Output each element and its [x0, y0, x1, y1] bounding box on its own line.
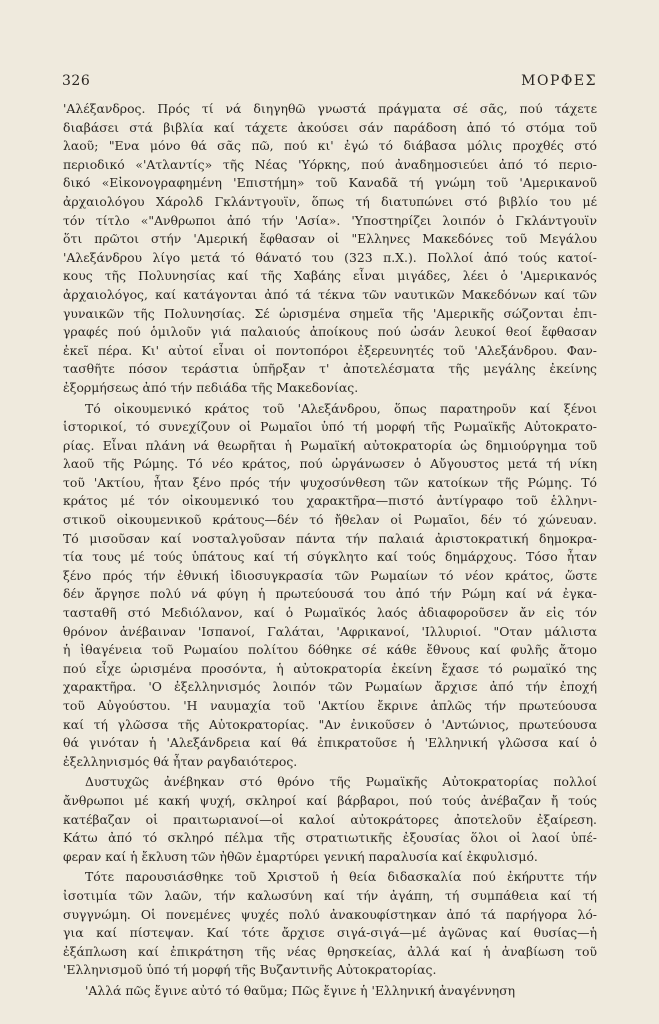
text-line: ἱστορικοί, τό συνεχίζουν οἱ Ρωμαῖοι ὑπό τή μορφή τῆς Ρωμαϊκῆς Αὐτοκρατο-: [63, 419, 597, 435]
text-line: Κάτω ἀπό τό σκληρό πέλμα τῆς στρατιωτικῆς ἐξουσίας ὅλοι οἱ λαοί ὑπέ-: [63, 830, 597, 846]
text-line: λαοῦ; "Ενα μόνο θά σᾶς πῶ, πού κι' ἐγώ τό διάβασα μόλις προχθές στό: [63, 138, 597, 154]
text-line: δικό «Εἰκονογραφημένη 'Επιστήμη» τοῦ Καναδᾶ τή γνώμη τοῦ 'Αμερικανοῦ: [63, 175, 597, 191]
text-line: στικοῦ οἰκουμενικοῦ κράτους—δέν τό ἤθελαν οἱ Ρωμαῖοι, δέν τό χώνευαν.: [63, 512, 597, 528]
text-line: πού εἶχε ὡρισμένα προσόντα, ἡ αὐτοκρατορία ἐκείνη ἔχασε τό ρωμαϊκό της: [63, 660, 597, 676]
text-line: κράτος μέ τόν οἰκουμενικό του χαρακτῆρα—πιστό ἀντίγραφο τοῦ ἑλληνι-: [63, 493, 597, 509]
text-line: 'Αλλά πῶς ἔγινε αὐτό τό θαῦμα; Πῶς ἔγινε ἡ 'Ελληνική ἀναγέννηση: [85, 982, 516, 998]
text-line: Τό οἰκουμενικό κράτος τοῦ 'Αλεξάνδρου, ὅπως παρατηροῦν καί ξένοι: [85, 400, 597, 416]
paragraph: [63, 868, 597, 980]
paragraph: [63, 100, 597, 398]
text-line: γυναικῶν τῆς Πολυνησίας. Σέ ὡρισμένα σημεῖα τῆς 'Αμερικῆς σώζονται ἐπι-: [63, 305, 597, 321]
text-line: 'Ελληνισμοῦ ὑπό τή μορφή τῆς Βυζαντινῆς Αὐτοκρατορίας.: [63, 962, 437, 978]
text-line: περιοδικό «'Ατλαντίς» τῆς Νέας 'Υόρκης, πού ἀναδημοσιεύει ἀπό τό περιο-: [63, 156, 597, 172]
text-line: ἐξορμήσεως ἀπό τήν πεδιάδα τῆς Μακεδονίας.: [63, 379, 359, 395]
text-line: γραφές πού ὁμιλοῦν γιά παλαιούς ἀποίκους πού ὡσάν λευκοί θεοί ἔφθασαν: [63, 324, 597, 340]
paragraph: [63, 400, 597, 772]
text-line: ἰσοτιμία τῶν λαῶν, τήν καλωσύνη καί τήν ἀγάπη, τή συμπάθεια καί τή: [63, 887, 597, 903]
text-line: κους τῆς Πολυνησίας καί τῆς Χαβάης εἶναι μιγάδες, λέει ὁ 'Αμερικανός: [63, 268, 597, 284]
text-line: ἡ ἰθαγένεια τοῦ Ρωμαίου πολίτου δόθηκε σέ κάθε ἔθνους καί φυλῆς ἄτομο: [63, 642, 597, 658]
text-line: ξένο πρός τήν ἐθνική ἰδιοσυγκρασία τῶν Ρωμαίων τό νέον κράτος, ὥστε: [63, 567, 597, 583]
text-line: χαρακτῆρα. 'Ο ἐξελληνισμός λοιπόν τῶν Ρωμαίων ἄρχισε ἀπό τήν ἐποχή: [63, 679, 597, 695]
text-line: κατέβαζαν οἱ πραιτωριανοί—οἱ καλοί αὐτοκράτορες ἀποτελοῦν ἐξαίρεση.: [63, 811, 597, 827]
running-title: ΜΟΡΦΕΣ: [521, 73, 597, 89]
text-line: ἐκεῖ πέρα. Κι' αὐτοί εἶναι οἱ ποντοπόροι ἐξερευνητές τοῦ 'Αλεξάνδρου. Φαν-: [63, 342, 597, 358]
text-line: τασταθῆ στό Μεδιόλανον, καί ὁ Ρωμαϊκός λαός ἀδιαφοροῦσεν ἄν εἰς τόν: [63, 605, 597, 621]
page-number: 326: [62, 73, 91, 89]
text-line: τόν τίτλο «"Ανθρωποι ἀπό τήν 'Ασία». 'Υποστηρίζει λοιπόν ὁ Γκλάντγουϊν: [63, 212, 597, 228]
text-line: ἐξάπλωση καί ἐπικράτηση τῆς νέας θρησκείας, ἀλλά καί ἡ ἀναβίωση τοῦ: [63, 943, 597, 959]
text-line: Δυστυχῶς ἀνέβηκαν στό θρόνο τῆς Ρωμαϊκῆς Αὐτοκρατορίας πολλοί: [85, 774, 597, 790]
text-line: καί τή γλῶσσα τῆς Αὐτοκρατορίας. "Αν ἐνικοῦσεν ὁ 'Αντώνιος, πρωτεύουσα: [63, 716, 597, 732]
text-line: ἐξελληνισμός θά ἦταν ραγδαιότερος.: [63, 753, 298, 769]
text-line: δέν ἄργησε πολύ νά φύγη ἡ πρωτεύουσά του ἀπό τήν Ρώμη καί νά ἐγκα-: [63, 586, 597, 602]
text-line: ρίας. Εἶναι πλάνη νά θεωρῆται ἡ Ρωμαϊκή αὐτοκρατορία ὡς δημιούργημα τοῦ: [63, 437, 597, 453]
text-line: τασθῆτε πόσον τεράστια ὑπῆρξαν τ' ἀποτελέσματα τῆς μεγάλης ἐκείνης: [63, 361, 597, 377]
text-line: τοῦ 'Ακτίου, ἦταν ξένο πρός τήν ψυχοσύνθεση τῶν κατοίκων τῆς Ρώμης. Τό: [63, 474, 597, 490]
page-header: [62, 73, 597, 93]
paragraph: [63, 982, 597, 1001]
text-line: Τό μισοῦσαν καί νοσταλγοῦσαν πάντα τήν παλαιά ἀριστοκρατική δημοκρα-: [63, 530, 597, 546]
text-line: για καί πίστεψαν. Καί τότε ἄρχισε σιγά-σιγά—μέ ἀγῶνας καί θυσίας—ἡ: [63, 925, 597, 941]
text-line: τοῦ Αὐγούστου. 'Η ναυμαχία τοῦ 'Ακτίου ἔκρινε ἁπλῶς τήν πρωτεύουσα: [63, 698, 597, 713]
text-line: 'Αλεξάνδρου λίγο μετά τό θάνατό του (323 π.Χ.). Πολλοί ἀπό τούς κατοί-: [63, 249, 597, 265]
text-line: Τότε παρουσιάσθηκε τοῦ Χριστοῦ ἡ θεία διδασκαλία πού ἐκήρυττε τήν: [85, 869, 597, 885]
text-line: ἄνθρωποι μέ κακή ψυχή, σκληροί καί βάρβαροι, πού τούς ἀνέβαζαν ἤ τούς: [63, 792, 597, 808]
text-line: συγγνώμη. Οἱ πονεμένες ψυχές πολύ ἀνακουφίστηκαν ἀπό τά παρήγορα λό-: [63, 906, 597, 922]
text-line: ὅτι πρῶτοι στήν 'Αμερική ἔφθασαν οἱ "Ελληνες Μακεδόνες τοῦ Μεγάλου: [63, 231, 597, 247]
text-line: διαβάσει στά βιβλία καί τάχετε ἀκούσει σάν παράδοση ἀπό τό στόμα τοῦ: [63, 119, 597, 135]
text-line: λαοῦ τῆς Ρώμης. Τό νέο κράτος, πού ὠργάνωσεν ὁ Αὔγουστος μετά τή νίκη: [63, 456, 597, 472]
text-line: ἀρχαιολόγος, καί κατάγονται ἀπό τά τέκνα τῶν ναυτικῶν Μακεδόνων καί τῶν: [63, 286, 597, 302]
body-text: [63, 100, 597, 1001]
text-line: ἀρχαιολόγου Χάρολδ Γκλάντγουϊν, ὅπως τή διατυπώνει στό βιβλίο του μέ: [63, 193, 597, 209]
text-line: θρόνον ἀνέβαιναν 'Ισπανοί, Γαλάται, 'Αφρικανοί, 'Ιλλυριοί. "Οταν μάλιστα: [63, 623, 597, 639]
text-line: θά γινόταν ἡ 'Αλεξάνδρεια καί θά ἐπικρατοῦσε ἡ 'Ελληνική γλῶσσα καί ὁ: [63, 735, 597, 751]
text-line: 'Αλέξανδρος. Πρός τί νά διηγηθῶ γνωστά πράγματα σέ σᾶς, πού τάχετε: [63, 101, 597, 116]
paragraph: [63, 773, 597, 866]
text-line: φεραν καί ἡ ἔκλυση τῶν ἠθῶν ἐμαρτύρει γενική παραλυσία καί ἐκφυλισμό.: [63, 848, 538, 864]
text-line: τία τους μέ τούς ὑπάτους καί τή σύγκλητο καί τούς δημάρχους. Τόσο ἦταν: [63, 549, 597, 565]
